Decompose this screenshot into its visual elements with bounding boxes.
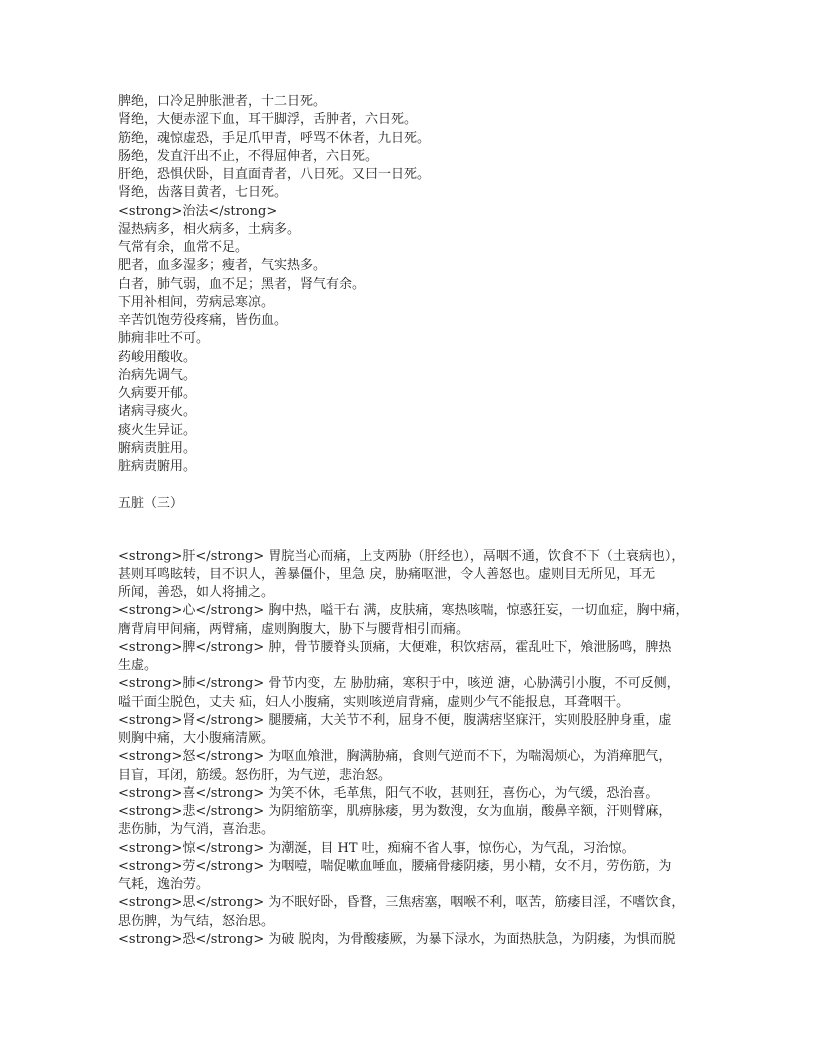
text-line: <strong>恐</strong> 为破 脱肉，为骨酸痿厥，为暴下渌水，为面热肤急，为阴痿，为惧而脱 xyxy=(118,931,676,947)
spacer xyxy=(118,513,718,548)
section-heading: 五脏（三） xyxy=(118,495,184,511)
text-line: 气耗，逸治劳。 xyxy=(118,877,210,892)
paragraph xyxy=(118,840,718,858)
section-five-organs xyxy=(118,548,718,950)
text-line: <strong>惊</strong> 为潮涎，目 HT 吐，痴痫不省人事，惊伤心，为气乱，习治惊。 xyxy=(118,840,635,856)
text-line: 肠绝，发直汗出不止，不得屈伸者，六日死。 xyxy=(118,148,379,164)
paragraph xyxy=(118,748,718,785)
text-line: 肾绝，大便赤涩下血，耳干脚浮，舌肿者，六日死。 xyxy=(118,112,418,128)
text-line: 肝绝，恐惧伏卧，目直面青者，八日死。又曰一日死。 xyxy=(118,167,431,182)
spacer xyxy=(118,476,718,494)
paragraph xyxy=(118,931,718,949)
paragraph xyxy=(118,639,718,676)
text-line: 生虚。 xyxy=(118,658,158,673)
text-line: 湿热病多，相火病多，土病多。 xyxy=(118,221,301,237)
text-line: <strong>劳</strong> 为咽噎，喘促嗽血唾血，腰痛骨痿阴痿，男小精，女不月，劳伤筋，为 xyxy=(118,858,672,874)
text-line: 肺痈非吐不可。 xyxy=(118,331,210,347)
text-line: <strong>脾</strong> 肿，骨节腰脊头顶痛，大便难，积饮痞鬲，霍乱吐下，飧泄肠鸣，脾热 xyxy=(118,639,672,655)
text-line: 脾绝，口冷足肿胀泄者，十二日死。 xyxy=(118,94,327,109)
text-line: <strong>思</strong> 为不眠好卧，昏瞀，三焦痞塞，咽喉不利，呕苦，筋痿目淫，不嗜饮食， xyxy=(118,895,685,911)
text-line: 痰火生异证。 xyxy=(118,422,197,438)
paragraph xyxy=(118,602,718,639)
text-line: 膺背肩甲间痛，两臂痛，虚则胸腹大，胁下与腰背相引而痛。 xyxy=(118,621,470,637)
text-line: 筋绝，魂惊虚恐，手足爪甲青，呼骂不休者，九日死。 xyxy=(118,130,431,146)
text-line: <strong>心</strong> 胸中热，嗌干右 满，皮肤痛，寒热咳喘，惊惑狂妄，一切血症，胸中痛， xyxy=(118,603,689,619)
text-line: <strong>悲</strong> 为阴缩筋挛，肌痹脉痿，男为数溲，女为血崩，酸鼻辛额，汗则臂麻， xyxy=(118,804,672,819)
section-treatment-methods xyxy=(118,93,718,476)
paragraph xyxy=(118,712,718,749)
text-line: 诸病寻痰火。 xyxy=(118,404,197,420)
text-line: 思伤脾，为气结，怒治思。 xyxy=(118,913,275,929)
text-line: 脏病责腑用。 xyxy=(118,459,197,474)
text-line: <strong>肾</strong> 腿腰痛，大关节不利，屈身不便，腹满痞坚寐汗，实则股胫肿身重，虚 xyxy=(118,712,672,728)
text-line: 肾绝，齿落目黄者，七日死。 xyxy=(118,185,288,201)
text-line: 药峻用酸收。 xyxy=(118,349,197,365)
text-line: 目盲，耳闭，筋缓。怒伤肝，为气逆，悲治怒。 xyxy=(118,767,392,783)
paragraph xyxy=(118,894,718,931)
text-line: 肥者，血多湿多；瘦者，气实热多。 xyxy=(118,258,327,274)
text-line: 所闻，善恐，如人将捕之。 xyxy=(118,585,275,600)
text-line: 辛苦饥饱劳役疼痛，皆伤血。 xyxy=(118,313,288,328)
text-line: 则胸中痛，大小腹痛清厥。 xyxy=(118,731,275,746)
paragraph xyxy=(118,675,718,712)
text-line: <strong>喜</strong> 为笑不休，毛革焦，阳气不收，甚则狂，喜伤心，为气缓，恐治喜。 xyxy=(118,785,659,801)
text-line: <strong>怒</strong> 为呕血飧泄，胸满胁痛，食则气逆而不下，为喘渴烦心，为消瘅肥气， xyxy=(118,749,672,765)
paragraph xyxy=(118,785,718,803)
paragraph xyxy=(118,858,718,895)
text-line: 腑病责脏用。 xyxy=(118,440,197,456)
text-line: 嗌干面尘脱色，丈夫 疝，妇人小腹痛，实则咳逆肩背痛，虚则少气不能报息，耳聋咽干。 xyxy=(118,694,630,710)
paragraph xyxy=(118,548,718,603)
text-line: 甚则耳鸣眩转，目不识人，善暴僵仆，里急 戾，胁痛呕泄，令人善怒也。虚则目无所见，耳无 xyxy=(118,566,656,582)
text-line: 白者，肺气弱，血不足；黑者，肾气有余。 xyxy=(118,276,366,292)
document-page xyxy=(118,93,718,949)
text-line: 下用补相间，劳病忌寒凉。 xyxy=(118,294,275,310)
paragraph xyxy=(118,803,718,840)
text-line: 治病先调气。 xyxy=(118,367,197,383)
text-line: <strong>肺</strong> 骨节内变，左 胁肋痛，寒积于中，咳逆 溏，心胁满引小腹，不可反侧， xyxy=(118,676,680,692)
text-line: 悲伤肺，为气消，喜治悲。 xyxy=(118,822,275,838)
text-line: <strong>肝</strong> 胃脘当心而痛，上支两胁（肝经也），鬲咽不通，饮食不下（土衰病也）， xyxy=(118,548,685,564)
text-line: 气常有余，血常不足。 xyxy=(118,240,249,255)
text-line: <strong>治法</strong> xyxy=(118,203,278,219)
text-line: 久病要开郁。 xyxy=(118,386,197,401)
